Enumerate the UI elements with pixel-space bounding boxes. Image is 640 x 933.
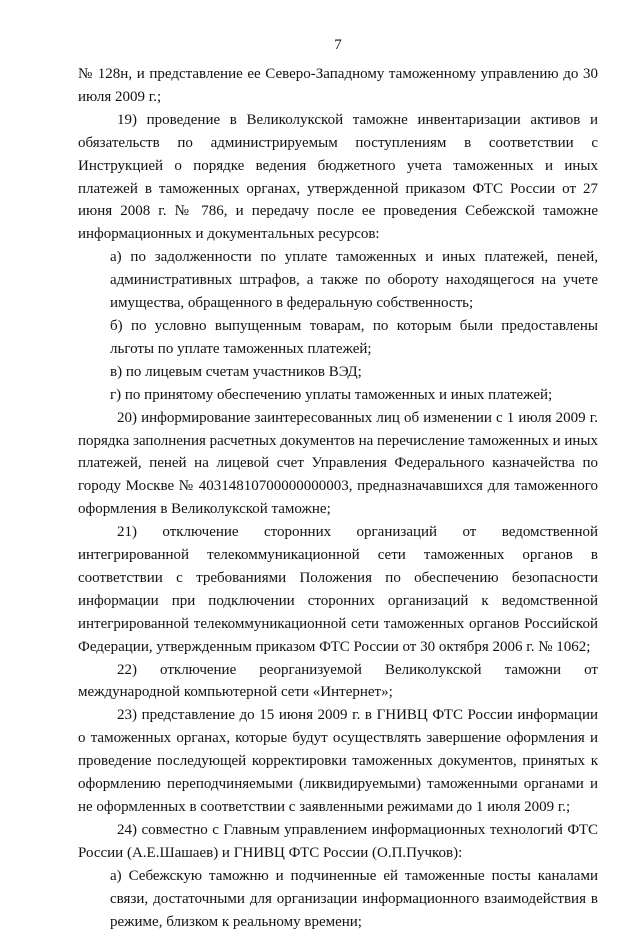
paragraph-item-21: 21) отключение сторонних организаций от ведомственной интегрированной телекоммуникационной сети таможенных органов в соответствии с требованиями Положения по обеспечению безопасности информации при подключении сторонних организаций к ведомственной интегрированной телекоммуникационной сети таможенных органов Российской Федерации, утвержденным приказом ФТС России от 30 октября 2006 г. № 1062;: [78, 524, 598, 655]
document-body: [78, 63, 598, 933]
paragraph-item-24: 24) совместно с Главным управлением информационных технологий ФТС России (А.Е.Шашаев) и ГНИВЦ ФТС России (О.П.Пучков):: [78, 821, 598, 861]
subitem-19-b: б) по условно выпущенным товарам, по которым были предоставлены льготы по уплате таможенных платежей;: [110, 317, 598, 357]
subitem-19-a: а) по задолженности по уплате таможенных и иных платежей, пеней, административных штрафов, а также по обороту находящегося на учете имущества, обращенного в федеральную собственность;: [110, 249, 598, 312]
paragraph-item-20: 20) информирование заинтересованных лиц об изменении с 1 июля 2009 г. порядка заполнения расчетных документов на перечисление таможенных и иных платежей, пеней на лицевой счет Управления Федерального казначейства по городу Москве № 40314810700000000003, предназначавшихся для таможенного оформления в Великолукской таможне;: [78, 409, 598, 518]
subitem-19-v: в) по лицевым счетам участников ВЭД;: [110, 363, 362, 380]
paragraph-item-23: 23) представление до 15 июня 2009 г. в ГНИВЦ ФТС России информации о таможенных органах, которые будут осуществлять завершение оформления и проведение последующей корректировки таможенных документов, принятых к оформлению переподчиняемыми (ликвидируемыми) таможенными органами и не оформленных в соответствии с заявленными режимами до 1 июля 2009 г.;: [78, 707, 598, 815]
document-page: [78, 0, 598, 930]
subitem-24-a: а) Себежскую таможню и подчиненные ей таможенные посты каналами связи, достаточными для организации информационного взаимодействия в режиме, близком к реальному времени;: [110, 867, 598, 930]
paragraph-continuation: № 128н, и представление ее Северо-Западному таможенному управлению до 30 июля 2009 г.;: [78, 66, 598, 105]
page-number: 7: [334, 37, 342, 53]
paragraph-item-19: 19) проведение в Великолукской таможне инвентаризации активов и обязательств по администрируемым поступлениям в соответствии с Инструкцией о порядке ведения бюджетного учета таможенных и иных платежей в таможенных органах, утвержденной приказом ФТС России от 27 июня 2008 г. № 786, и передачу после ее проведения Себежской таможне информационных и документальных ресурсов:: [78, 111, 598, 243]
subitem-19-g: г) по принятому обеспечению уплаты таможенных и иных платежей;: [110, 386, 553, 403]
paragraph-item-22: 22) отключение реорганизуемой Великолукской таможни от международной компьютерной сети «Интернет»;: [78, 661, 598, 701]
